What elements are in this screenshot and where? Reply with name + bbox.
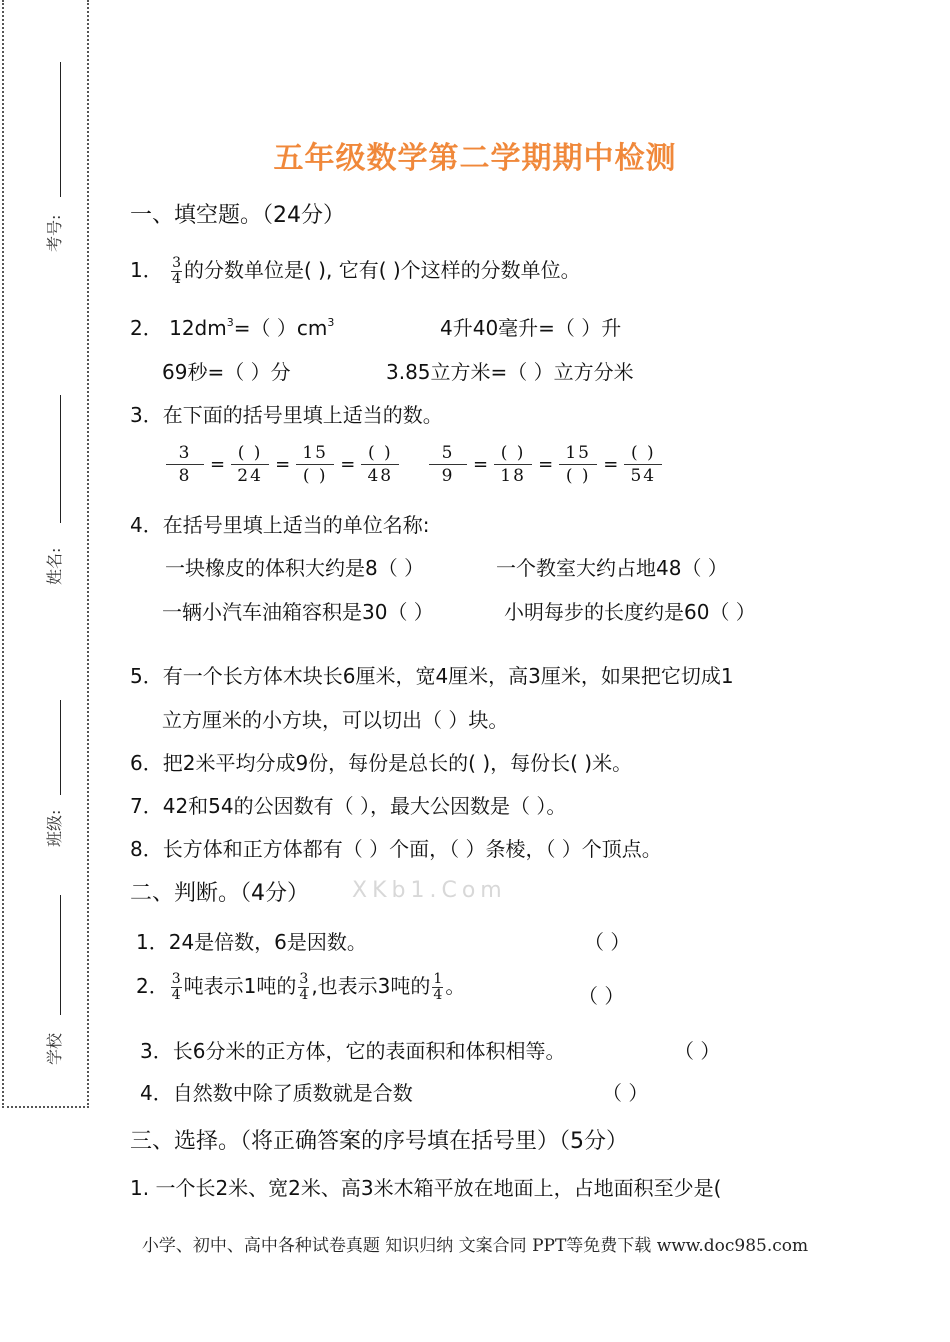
- name-label: 姓名:: [45, 547, 64, 585]
- eq1-f2-num: ( ): [231, 442, 269, 465]
- q1-2-num: 2．: [130, 316, 163, 340]
- eq2-f4-den: 54: [630, 466, 657, 486]
- q1-8: 8．长方体和正方体都有（ ）个面，（ ）条棱，（ ）个顶点。: [130, 837, 662, 861]
- q2-2-text2: ,也表示3吨的: [311, 974, 431, 998]
- name-underline: [60, 395, 61, 523]
- q1-7: 7．42和54的公因数有（ ），最大公因数是（ ）。: [130, 794, 567, 818]
- eq2-frac-3: [559, 442, 597, 487]
- footer-text: 小学、初中、高中各种试卷真题 知识归纳 文案合同 PPT等免费下载 www.doc985.com: [141, 1236, 809, 1256]
- q1-4a: 一块橡皮的体积大约是8（ ）: [165, 556, 425, 580]
- q2-2-num: 2．: [136, 974, 169, 998]
- eq1-frac-4: [361, 442, 399, 487]
- q2-4-answer: （ ）: [602, 1081, 649, 1105]
- q1-4: 4．在括号里填上适当的单位名称:: [130, 513, 430, 537]
- q1-2d: 3.85立方米=（ ）立方分米: [386, 360, 634, 384]
- q1-4d: 小明每步的长度约是60（ ）: [504, 600, 756, 624]
- q1-6: 6．把2米平均分成9份，每份是总长的( )，每份长( )米。: [130, 751, 633, 775]
- eq1-f4-den: 48: [367, 466, 394, 486]
- q1-2a-exp: 3: [226, 316, 234, 329]
- school-underline: [60, 895, 61, 1015]
- fraction-3-4: [298, 972, 309, 1003]
- eq2-f2-num: ( ): [494, 442, 532, 465]
- frac-denominator: 4: [433, 987, 443, 1003]
- q2-4: 4．自然数中除了质数就是合数: [140, 1081, 413, 1105]
- q1-2a-value: 12dm: [169, 316, 227, 340]
- eq2-frac-2: [494, 442, 532, 487]
- eq1-f1-den: 8: [178, 466, 192, 486]
- class-underline: [60, 700, 61, 795]
- q1-3-equation-2: [425, 442, 666, 487]
- q2-2: [136, 970, 465, 1003]
- q1-5-line1: 5．有一个长方体木块长6厘米，宽4厘米，高3厘米，如果把它切成1: [130, 664, 734, 688]
- frac-denominator: 4: [172, 271, 182, 287]
- q2-1: 1．24是倍数，6是因数。: [136, 930, 367, 954]
- q1-5-line2: 立方厘米的小方块，可以切出（ ）块。: [162, 708, 509, 732]
- fraction-1-4: [432, 972, 443, 1003]
- q1-1: [130, 254, 581, 287]
- q2-3-answer: （ ）: [674, 1039, 721, 1063]
- eq2-f3-den: ( ): [565, 466, 591, 486]
- equals-sign: =: [473, 454, 489, 475]
- q1-3-equation-1: [162, 442, 403, 487]
- frac-denominator: 4: [299, 987, 309, 1003]
- eq1-f4-num: ( ): [361, 442, 399, 465]
- q1-2a-unit: =（ ）cm: [233, 316, 328, 340]
- q2-1-answer: （ ）: [584, 930, 631, 954]
- q1-3: 3．在下面的括号里填上适当的数。: [130, 403, 443, 427]
- section1-heading: 一、填空题。（24分）: [130, 203, 345, 228]
- fraction-3-4: [171, 972, 182, 1003]
- eq2-f2-den: 18: [500, 466, 526, 486]
- q1-2b: 4升40毫升=（ ）升: [440, 316, 622, 340]
- equals-sign: =: [275, 454, 291, 475]
- q1-2c: 69秒=（ ）分: [162, 360, 291, 384]
- q1-4c: 一辆小汽车油箱容积是30（ ）: [162, 600, 434, 624]
- eq1-f1-num: 3: [166, 442, 204, 465]
- q2-2-answer: （ ）: [578, 984, 625, 1008]
- q1-4b: 一个教室大约占地48（ ）: [496, 556, 728, 580]
- eq2-frac-4: [624, 442, 662, 487]
- equals-sign: =: [603, 454, 619, 475]
- fraction-3-4: [171, 256, 182, 287]
- section3-heading: 三、选择。（将正确答案的序号填在括号里）（5分）: [130, 1129, 628, 1154]
- q1-1-text: 的分数单位是( ), 它有( )个这样的分数单位。: [184, 258, 581, 282]
- frac-numerator: 1: [433, 971, 443, 987]
- equals-sign: =: [340, 454, 356, 475]
- frac-denominator: 4: [171, 987, 181, 1003]
- eq1-frac-2: [231, 442, 269, 487]
- q2-2-text1: 吨表示1吨的: [183, 974, 297, 998]
- eq2-f1-den: 9: [441, 466, 455, 486]
- class-label: 班级:: [45, 809, 64, 847]
- eq1-f3-den: ( ): [302, 466, 328, 486]
- q1-2-row1: [130, 312, 334, 341]
- frac-numerator: 3: [171, 971, 181, 987]
- eq1-frac-1: [166, 442, 204, 487]
- equals-sign: =: [210, 454, 226, 475]
- q2-2-text3: 。: [445, 974, 466, 998]
- eq2-f1-num: 5: [429, 442, 467, 465]
- q1-1-num: 1．: [130, 258, 163, 282]
- equals-sign: =: [538, 454, 554, 475]
- eq2-f4-num: ( ): [624, 442, 662, 465]
- q3-1: 1. 一个长2米、宽2米、高3米木箱平放在地面上，占地面积至少是(: [130, 1176, 722, 1200]
- eq1-f2-den: 24: [237, 466, 263, 486]
- q1-2a-unit-exp: 3: [327, 316, 335, 329]
- school-label: 学校: [45, 1032, 64, 1065]
- watermark: XKb1.Com: [352, 878, 507, 903]
- frac-numerator: 3: [172, 255, 182, 271]
- frac-numerator: 3: [299, 971, 309, 987]
- page-title: 五年级数学第二学期期中检测: [273, 141, 677, 176]
- exam-no-label: 考号:: [45, 214, 64, 252]
- eq2-f3-num: 15: [559, 442, 597, 465]
- eq1-frac-3: [296, 442, 334, 487]
- eq1-f3-num: 15: [296, 442, 334, 465]
- q2-3: 3．长6分米的正方体，它的表面积和体积相等。: [140, 1039, 566, 1063]
- eq2-frac-1: [429, 442, 467, 487]
- section2-heading: 二、判断。（4分）: [130, 881, 309, 906]
